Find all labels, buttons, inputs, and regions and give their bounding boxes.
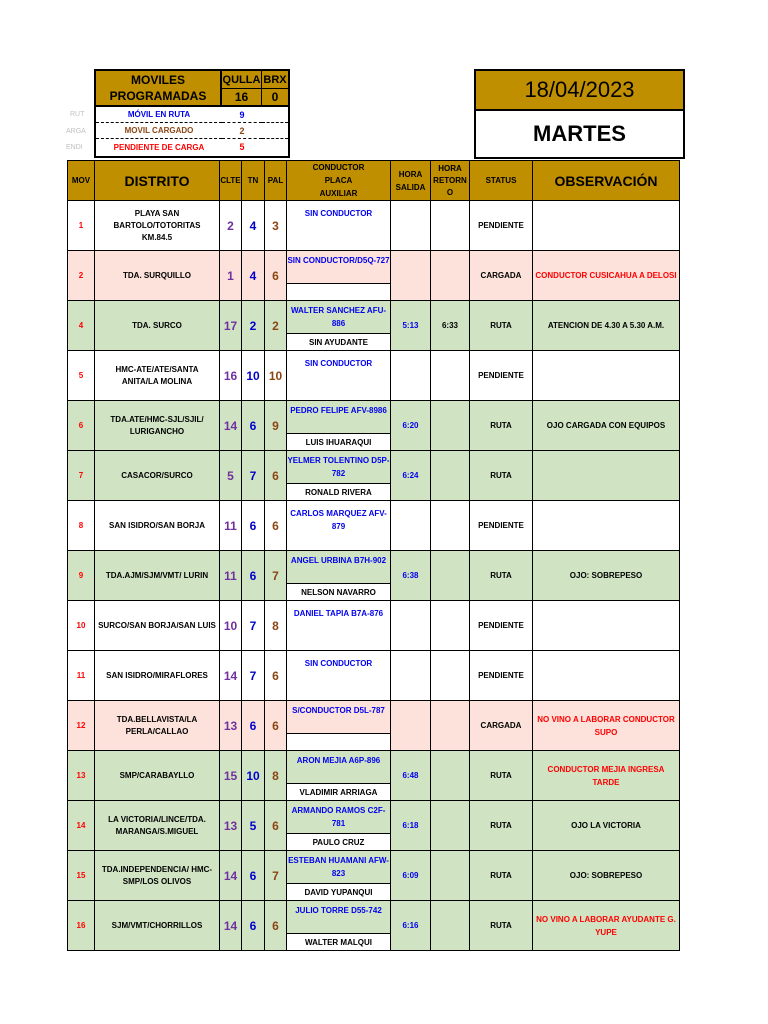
date-box [474, 69, 685, 159]
tn-count: 4 [242, 201, 265, 251]
summary-box [94, 69, 290, 158]
status: RUTA [470, 901, 533, 951]
status: PENDIENTE [470, 201, 533, 251]
mov-number: 16 [68, 901, 95, 951]
status: CARGADA [470, 701, 533, 751]
header-mov: MOV [68, 161, 95, 201]
observacion [533, 601, 680, 651]
observacion: NO VINO A LABORAR AYUDANTE G. YUPE [533, 901, 680, 951]
table-row [68, 701, 680, 751]
table-row [68, 801, 680, 851]
table-row [68, 651, 680, 701]
observacion: OJO LA VICTORIA [533, 801, 680, 851]
tn-count: 5 [242, 801, 265, 851]
hora-salida [391, 201, 431, 251]
hora-retorno [431, 351, 470, 401]
date-value: 18/04/2023 [476, 71, 683, 111]
pal-count: 6 [265, 451, 287, 501]
moviles-label-2: PROGRAMADAS [109, 89, 207, 103]
table-row [68, 751, 680, 801]
conductor-placa: PEDRO FELIPE AFV-8986 [290, 406, 387, 415]
hora-retorno [431, 401, 470, 451]
distrito: SAN ISIDRO/MIRAFLORES [95, 651, 220, 701]
observacion [533, 651, 680, 701]
status: PENDIENTE [470, 501, 533, 551]
header-pal: PAL [265, 161, 287, 201]
auxiliar: LUIS IHUARAQUI [287, 433, 390, 450]
conductor-cell [287, 351, 391, 401]
hora-retorno [431, 451, 470, 501]
table-row [68, 201, 680, 251]
mov-number: 14 [68, 801, 95, 851]
conductor-cell [287, 251, 391, 301]
observacion: OJO: SOBREPESO [533, 551, 680, 601]
observacion: OJO: SOBREPESO [533, 851, 680, 901]
side-label-pendiente: ENDI [66, 144, 83, 151]
brx-value: 0 [262, 88, 290, 107]
conductor-placa: ARMANDO RAMOS C2F-781 [291, 806, 386, 828]
table-row [68, 301, 680, 351]
pal-count: 2 [265, 301, 287, 351]
hora-retorno [431, 851, 470, 901]
clte-count: 16 [220, 351, 242, 401]
pendiente-label: PENDIENTE DE CARGA [113, 142, 205, 152]
status: CARGADA [470, 251, 533, 301]
mov-number: 5 [68, 351, 95, 401]
auxiliar [287, 283, 390, 300]
distrito: SAN ISIDRO/SAN BORJA [95, 501, 220, 551]
hora-retorno [431, 651, 470, 701]
hora-retorno [431, 551, 470, 601]
hora-salida: 6:18 [391, 801, 431, 851]
tn-count: 6 [242, 401, 265, 451]
clte-count: 14 [220, 851, 242, 901]
header-observacion: OBSERVACIÓN [533, 161, 680, 201]
auxiliar [287, 733, 390, 750]
conductor-placa: WALTER SANCHEZ AFU-886 [290, 306, 387, 328]
distrito: SURCO/SAN BORJA/SAN LUIS [95, 601, 220, 651]
tn-count: 6 [242, 701, 265, 751]
table-row [68, 451, 680, 501]
divider [262, 123, 288, 139]
mov-number: 13 [68, 751, 95, 801]
pal-count: 8 [265, 601, 287, 651]
distrito: SMP/CARABAYLLO [95, 751, 220, 801]
clte-count: 14 [220, 901, 242, 951]
tn-count: 10 [242, 351, 265, 401]
conductor-placa: SIN CONDUCTOR [304, 209, 373, 218]
brx-header: BRX [262, 69, 290, 88]
auxiliar: RONALD RIVERA [287, 483, 390, 500]
table-row [68, 251, 680, 301]
hora-salida [391, 651, 431, 701]
conductor-placa: SIN CONDUCTOR [304, 659, 373, 668]
clte-count: 2 [220, 201, 242, 251]
mov-number: 2 [68, 251, 95, 301]
pal-count: 6 [265, 701, 287, 751]
pal-count: 6 [265, 901, 287, 951]
hora-retorno [431, 801, 470, 851]
status: RUTA [470, 801, 533, 851]
conductor-cell [287, 201, 391, 251]
hora-retorno [431, 901, 470, 951]
distrito: PLAYA SAN BARTOLO/TOTORITAS KM.84.5 [95, 201, 220, 251]
mov-number: 15 [68, 851, 95, 901]
status: PENDIENTE [470, 601, 533, 651]
header-tn: TN [242, 161, 265, 201]
status: RUTA [470, 301, 533, 351]
conductor-placa: SIN CONDUCTOR [304, 359, 373, 368]
clte-count: 11 [220, 551, 242, 601]
hora-retorno: 6:33 [431, 301, 470, 351]
pal-count: 6 [265, 651, 287, 701]
status: RUTA [470, 551, 533, 601]
conductor-cell [287, 551, 391, 601]
status-lines-box [94, 107, 290, 158]
distrito: CASACOR/SURCO [95, 451, 220, 501]
auxiliar: SIN AYUDANTE [287, 333, 390, 350]
pal-count: 9 [265, 401, 287, 451]
hora-salida [391, 351, 431, 401]
conductor-placa: ESTEBAN HUAMANI AFW-823 [288, 856, 389, 878]
conductor-placa: S/CONDUCTOR D5L-787 [292, 706, 385, 715]
tn-count: 7 [242, 451, 265, 501]
status: PENDIENTE [470, 351, 533, 401]
conductor-cell [287, 701, 391, 751]
conductor-placa: CARLOS MARQUEZ AFV-879 [290, 509, 387, 531]
conductor-cell [287, 901, 391, 951]
mov-number: 7 [68, 451, 95, 501]
mov-number: 6 [68, 401, 95, 451]
status: RUTA [470, 451, 533, 501]
conductor-placa: DANIEL TAPIA B7A-876 [293, 609, 384, 618]
conductor-placa: SIN CONDUCTOR/D5Q-727 [287, 256, 390, 265]
table-header-row [68, 161, 680, 201]
table-row [68, 351, 680, 401]
tn-count: 10 [242, 751, 265, 801]
header-clte: CLTE [220, 161, 242, 201]
conductor-placa: YELMER TOLENTINO D5P-782 [287, 456, 390, 478]
table-row [68, 401, 680, 451]
distrito: HMC-ATE/ATE/SANTA ANITA/LA MOLINA [95, 351, 220, 401]
clte-count: 15 [220, 751, 242, 801]
hora-salida: 5:13 [391, 301, 431, 351]
pal-count: 7 [265, 551, 287, 601]
observacion [533, 451, 680, 501]
tn-count: 6 [242, 501, 265, 551]
movil-en-ruta-label: MÓVIL EN RUTA [96, 107, 222, 123]
dispatch-table [67, 160, 680, 951]
clte-count: 13 [220, 701, 242, 751]
hora-salida: 6:16 [391, 901, 431, 951]
observacion: ATENCION DE 4.30 A 5.30 A.M. [533, 301, 680, 351]
distrito: LA VICTORIA/LINCE/TDA. MARANGA/S.MIGUEL [95, 801, 220, 851]
observacion: OJO CARGADA CON EQUIPOS [533, 401, 680, 451]
distrito: TDA.BELLAVISTA/LA PERLA/CALLAO [95, 701, 220, 751]
header-conductor: CONDUCTOR PLACA AUXILIAR [287, 161, 391, 201]
hora-salida: 6:20 [391, 401, 431, 451]
hora-retorno [431, 201, 470, 251]
tn-count: 2 [242, 301, 265, 351]
hora-salida [391, 501, 431, 551]
distrito: TDA.ATE/HMC-SJL/SJIL/ LURIGANCHO [95, 401, 220, 451]
mov-number: 8 [68, 501, 95, 551]
distrito: SJM/VMT/CHORRILLOS [95, 901, 220, 951]
moviles-label-1: MOVILES [130, 73, 185, 87]
table-row [68, 551, 680, 601]
qulla-value: 16 [222, 88, 262, 107]
table-row [68, 601, 680, 651]
hora-salida [391, 701, 431, 751]
tn-count: 4 [242, 251, 265, 301]
status: RUTA [470, 401, 533, 451]
clte-count: 14 [220, 651, 242, 701]
clte-count: 5 [220, 451, 242, 501]
distrito: TDA. SURCO [95, 301, 220, 351]
conductor-placa: ARON MEJIA A6P-896 [296, 756, 381, 765]
tn-count: 6 [242, 551, 265, 601]
tn-count: 6 [242, 901, 265, 951]
conductor-cell [287, 651, 391, 701]
hora-salida [391, 251, 431, 301]
side-label-carga: ARGA [66, 128, 86, 135]
hora-salida: 6:24 [391, 451, 431, 501]
clte-count: 13 [220, 801, 242, 851]
distrito: TDA.AJM/SJM/VMT/ LURIN [95, 551, 220, 601]
header-hora-salida: HORA SALIDA [391, 161, 431, 201]
table-row [68, 901, 680, 951]
pal-count: 8 [265, 751, 287, 801]
conductor-cell [287, 851, 391, 901]
distrito: TDA.INDEPENDENCIA/ HMC-SMP/LOS OLIVOS [95, 851, 220, 901]
conductor-cell [287, 401, 391, 451]
hora-retorno [431, 701, 470, 751]
pal-count: 6 [265, 501, 287, 551]
mov-number: 1 [68, 201, 95, 251]
movil-cargado-label: MOVIL CARGADO [96, 123, 222, 139]
pal-count: 7 [265, 851, 287, 901]
mov-number: 9 [68, 551, 95, 601]
pal-count: 10 [265, 351, 287, 401]
mov-number: 11 [68, 651, 95, 701]
moviles-programadas-header [94, 69, 222, 107]
distrito: TDA. SURQUILLO [95, 251, 220, 301]
header-distrito: DISTRITO [95, 161, 220, 201]
status: RUTA [470, 851, 533, 901]
tn-count: 7 [242, 601, 265, 651]
observacion: CONDUCTOR CUSICAHUA A DELOSI [533, 251, 680, 301]
auxiliar: DAVID YUPANQUI [287, 883, 390, 900]
hora-salida [391, 601, 431, 651]
side-label-ruta: RUT [70, 111, 85, 118]
hora-retorno [431, 751, 470, 801]
conductor-cell [287, 801, 391, 851]
pal-count: 6 [265, 801, 287, 851]
tn-count: 7 [242, 651, 265, 701]
pal-count: 6 [265, 251, 287, 301]
conductor-placa: ANGEL URBINA B7H-902 [290, 556, 387, 565]
clte-count: 10 [220, 601, 242, 651]
observacion: CONDUCTOR MEJIA INGRESA TARDE [533, 751, 680, 801]
hora-retorno [431, 501, 470, 551]
observacion: NO VINO A LABORAR CONDUCTOR SUPO [533, 701, 680, 751]
conductor-cell [287, 501, 391, 551]
hora-retorno [431, 601, 470, 651]
conductor-cell [287, 601, 391, 651]
day-name: MARTES [476, 111, 683, 157]
conductor-cell [287, 301, 391, 351]
auxiliar: VLADIMIR ARRIAGA [287, 783, 390, 800]
pal-count: 3 [265, 201, 287, 251]
mov-number: 4 [68, 301, 95, 351]
hora-retorno [431, 251, 470, 301]
clte-count: 14 [220, 401, 242, 451]
observacion [533, 351, 680, 401]
tn-count: 6 [242, 851, 265, 901]
divider [262, 107, 288, 123]
status: RUTA [470, 751, 533, 801]
clte-count: 1 [220, 251, 242, 301]
table-row [68, 851, 680, 901]
movil-en-ruta-value: 9 [222, 107, 262, 123]
auxiliar: WALTER MALQUI [287, 933, 390, 950]
hora-salida: 6:38 [391, 551, 431, 601]
conductor-placa: JULIO TORRE D55-742 [295, 906, 382, 915]
status: PENDIENTE [470, 651, 533, 701]
observacion [533, 501, 680, 551]
header-status: STATUS [470, 161, 533, 201]
conductor-cell [287, 451, 391, 501]
observacion [533, 201, 680, 251]
conductor-cell [287, 751, 391, 801]
header-hora-retorno: HORA RETORN O [431, 161, 470, 201]
qulla-header: QULLA [222, 69, 262, 88]
auxiliar: NELSON NAVARRO [287, 583, 390, 600]
hora-salida: 6:09 [391, 851, 431, 901]
hora-salida: 6:48 [391, 751, 431, 801]
mov-number: 10 [68, 601, 95, 651]
movil-cargado-value: 2 [222, 123, 262, 139]
clte-count: 17 [220, 301, 242, 351]
table-row [68, 501, 680, 551]
pendiente-value: 5 [239, 142, 245, 152]
auxiliar: PAULO CRUZ [287, 833, 390, 850]
mov-number: 12 [68, 701, 95, 751]
clte-count: 11 [220, 501, 242, 551]
